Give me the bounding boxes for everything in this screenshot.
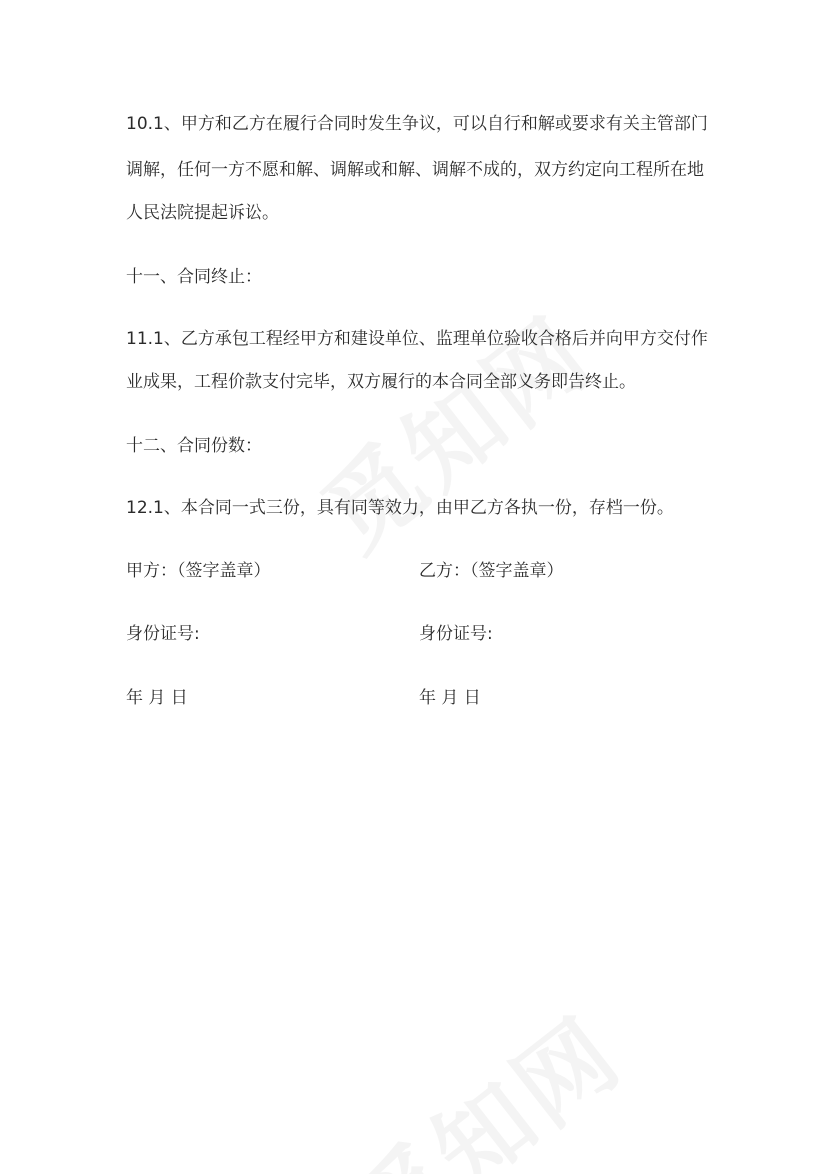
party-a-date-label: 年 月 日	[126, 688, 188, 708]
party-a-signature-label: 甲方：（签字盖章）	[126, 561, 271, 581]
clause-11-1-line-1: 11.1、乙方承包工程经甲方和建设单位、监理单位验收合格后并向甲方交付作	[126, 329, 708, 349]
watermark	[320, 980, 645, 1174]
party-b-signature-label: 乙方：（签字盖章）	[419, 561, 564, 581]
clause-10-1-line-1: 10.1、甲方和乙方在履行合同时发生争议，可以自行和解或要求有关主管部门	[126, 114, 708, 134]
party-b-date-label: 年 月 日	[419, 688, 481, 708]
party-b-id-label: 身份证号:	[419, 624, 493, 644]
section-heading-12: 十二、合同份数：	[126, 436, 262, 456]
watermark	[290, 280, 615, 576]
clause-12-1: 12.1、本合同一式三份，具有同等效力，由甲乙方各执一份，存档一份。	[126, 498, 674, 518]
clause-10-1-line-2: 调解，任何一方不愿和解、调解或和解、调解不成的，双方约定向工程所在地	[126, 160, 704, 180]
party-a-id-label: 身份证号:	[126, 624, 200, 644]
section-heading-11: 十一、合同终止：	[126, 267, 262, 287]
clause-10-1-line-3: 人民法院提起诉讼。	[126, 203, 279, 223]
clause-11-1-line-2: 业成果，工程价款支付完毕，双方履行的本合同全部义务即告终止。	[126, 372, 636, 392]
